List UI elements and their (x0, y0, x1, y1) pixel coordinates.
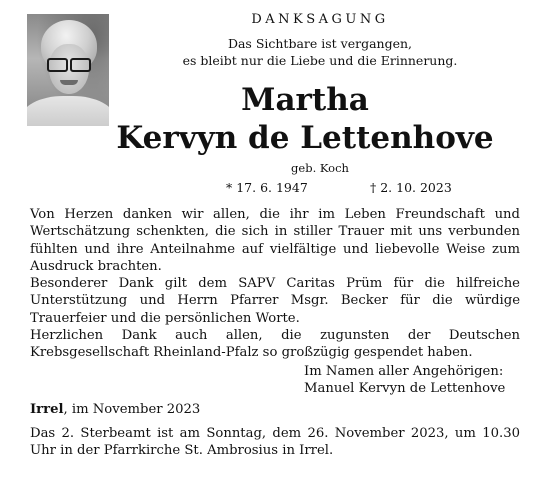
death-date: † 2. 10. 2023 (370, 180, 452, 195)
place-date-text: , im November 2023 (63, 402, 201, 417)
place-date (30, 402, 200, 417)
signature (304, 363, 505, 398)
verse-line-1: Das Sichtbare ist vergangen, (227, 36, 413, 51)
birth-date: * 17. 6. 1947 (226, 180, 308, 195)
thanks-paragraph-1: Von Herzen danken wir allen, die ihr im Leben Freundschaft und Wertschätzung schenkten, die sich in stiller Trauer mit uns verbunden fühlten und ihre Anteilnahme auf vielfältige und liebevolle Weise zum Ausdruck brachten. (30, 207, 520, 274)
notice-title: DANKSAGUNG (251, 12, 389, 27)
thanks-paragraph-2: Besonderer Dank gilt dem SAPV Caritas Prüm für die hilfreiche Unterstützung und Herrn Pfarrer Msgr. Becker für die würdige Trauerfeier und die persönlichen Worte. (30, 276, 520, 326)
birth-name: geb. Koch (291, 161, 349, 175)
deceased-last-name: Kervyn de Lettenhove (116, 120, 494, 156)
thanks-paragraph-3: Herzlichen Dank auch allen, die zugunsten der Deutschen Krebsgesellschaft Rheinland-Pfalz so großzügig gespendet haben. (30, 328, 520, 361)
thanks-text (30, 206, 520, 362)
memorial-service-note: Das 2. Sterbeamt ist am Sonntag, dem 26. November 2023, um 10.30 Uhr in der Pfarrkirche St. Ambrosius in Irrel. (30, 426, 520, 459)
deceased-first-name: Martha (241, 82, 369, 118)
place-town: Irrel (30, 402, 64, 417)
signature-line-2: Manuel Kervyn de Lettenhove (304, 381, 506, 397)
verse-line-2: es bleibt nur die Liebe und die Erinnerung. (182, 53, 458, 68)
signature-line-1: Im Namen aller Angehörigen: (304, 364, 504, 379)
header (145, 12, 495, 69)
